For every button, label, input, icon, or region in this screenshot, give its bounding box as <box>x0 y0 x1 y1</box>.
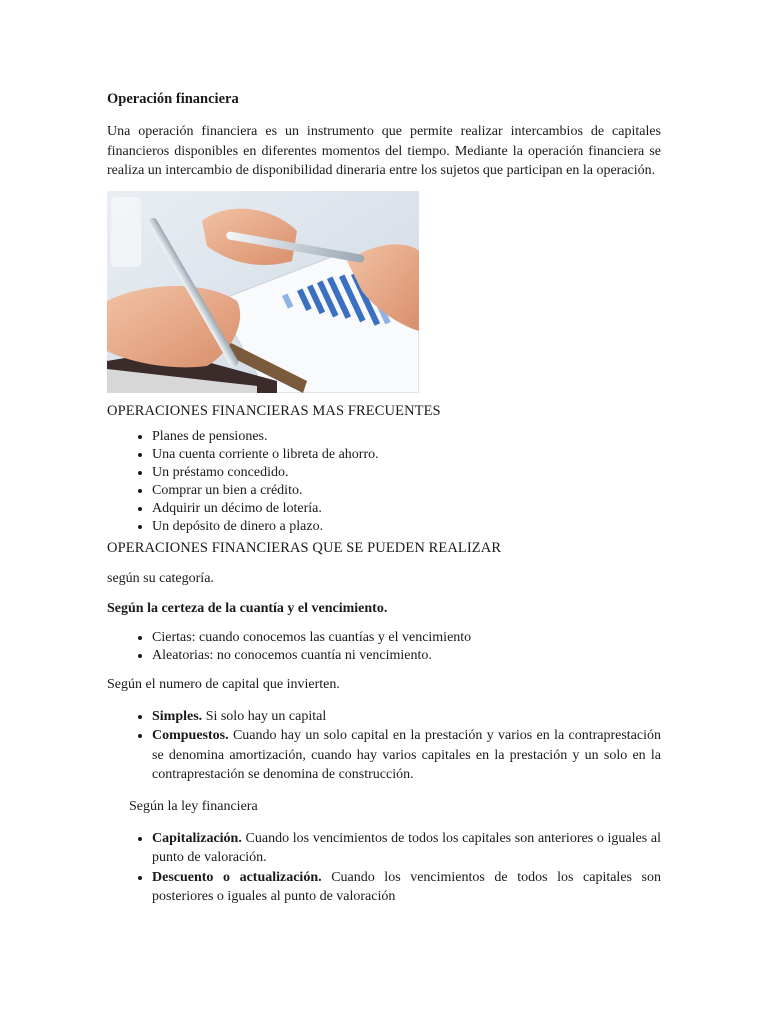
list-item: • Ciertas: cuando conocemos las cuantías y el vencimiento <box>152 629 661 647</box>
term-label: Descuento o actualización. <box>152 869 322 885</box>
term-text: Cuando los vencimientos de todos los capitales son posteriores o iguales al punto de valoración <box>152 869 661 904</box>
term-text: Si solo hay un capital <box>202 708 327 724</box>
list-item: • Planes de pensiones. <box>152 428 661 446</box>
term-label: Capitalización. <box>152 830 242 846</box>
law-list <box>107 829 661 907</box>
list-item: • Un préstamo concedido. <box>152 464 661 482</box>
list-item: • Adquirir un décimo de lotería. <box>152 500 661 518</box>
term-label: Compuestos. <box>152 728 229 743</box>
certainty-list <box>107 629 661 665</box>
list-item <box>152 707 661 727</box>
frequent-operations-list <box>107 428 661 536</box>
certainty-title: Según la certeza de la cuantía y el vencimiento. <box>107 600 388 616</box>
section-frequent-title: OPERACIONES FINANCIERAS MAS FRECUENTES <box>107 402 441 419</box>
list-item: • Comprar un bien a crédito. <box>152 482 661 500</box>
business-meeting-photo <box>107 191 419 393</box>
list-item: • Un depósito de dinero a plazo. <box>152 518 661 536</box>
document-body <box>107 91 661 911</box>
list-item <box>152 829 661 868</box>
list-item: • Aleatorias: no conocemos cuantía ni vencimiento. <box>152 647 661 665</box>
capital-list <box>107 707 661 785</box>
document-title: Operación financiera <box>107 91 239 107</box>
term-label: Simples. <box>152 708 203 724</box>
capital-title: Según el numero de capital que invierten. <box>107 676 340 692</box>
list-item <box>152 868 661 907</box>
list-item: • Una cuenta corriente o libreta de ahorro. <box>152 446 661 464</box>
list-item <box>152 726 661 785</box>
intro-paragraph: Una operación financiera es un instrumento que permite realizar intercambios de capitales financieros disponibles en diferentes momentos del tiempo. Mediante la operación financiera se realiza un intercambio de disponibilidad dineraria entre los sujetos que participan en la operación. <box>107 124 661 178</box>
category-line: según su categoría. <box>107 570 214 586</box>
section-possible-title: OPERACIONES FINANCIERAS QUE SE PUEDEN REALIZAR <box>107 539 502 556</box>
term-text: Cuando los vencimientos de todos los capitales son anteriores o iguales al punto de valoración. <box>152 830 661 865</box>
law-title: Según la ley financiera <box>129 798 258 814</box>
term-text: Cuando hay un solo capital en la prestación y varios en la contraprestación se denomina amortización, cuando hay varios capitales en la prestación y un solo en la contraprestación se denomina de construcción. <box>152 728 661 782</box>
